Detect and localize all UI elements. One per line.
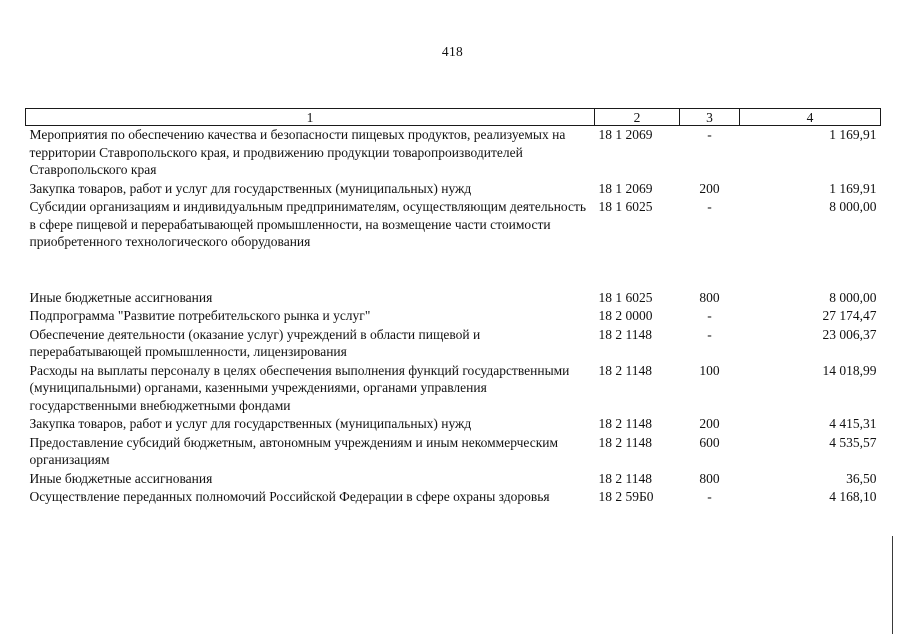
budget-table [25,108,881,507]
table-row [26,180,881,199]
row-name: Осуществление переданных полномочий Российской Федерации в сфере охраны здоровья [29,489,550,504]
table-body [26,126,881,507]
row-spacer [26,252,881,289]
table-row [26,362,881,416]
row-code: 18 2 1148 [598,416,652,431]
row-code: 18 1 6025 [598,289,653,305]
row-code: 18 2 1148 [598,362,652,378]
row-amount: 14 018,99 [822,362,877,378]
row-type: - [707,489,712,504]
row-type: - [707,127,712,142]
header-column-4: 4 [740,109,881,126]
scan-edge-line [892,536,893,634]
row-amount: 1 169,91 [829,180,877,196]
row-type: 600 [699,434,720,450]
row-amount: 1 169,91 [829,127,877,142]
table-row [26,434,881,470]
spacer-cell [26,252,881,289]
table-row [26,198,881,252]
row-name: Иные бюджетные ассигнования [29,470,213,486]
row-name: Обеспечение деятельности (оказание услуг) учреждений в области пищевой и перерабатывающей промышленности, лицензирования [29,326,481,359]
row-code: 18 1 6025 [598,199,653,214]
row-amount: 8 000,00 [829,289,877,305]
row-code: 18 1 2069 [598,127,653,142]
row-name: Иные бюджетные ассигнования [29,289,213,305]
row-amount: 36,50 [846,470,877,486]
row-code: 18 2 1148 [598,326,652,342]
table-row [26,470,881,489]
row-type: 800 [699,289,720,305]
row-name: Подпрограмма "Развитие потребительского рынка и услуг" [29,308,371,323]
row-code: 18 2 0000 [598,308,653,323]
header-column-3: 3 [680,109,740,126]
row-name: Закупка товаров, работ и услуг для государственных (муниципальных) нужд [29,180,472,196]
row-amount: 4 168,10 [829,489,877,504]
row-name: Субсидии организациям и индивидуальным предпринимателям, осуществляющим деятельность в сфере пищевой и перерабатывающей промышленности, на возмещение части стоимости приобретенного технологического оборудования [29,199,587,249]
table-header [26,109,881,126]
row-name: Предоставление субсидий бюджетным, автономным учреждениям и иным некоммерческим организациям [29,434,559,467]
row-type: 100 [699,362,720,378]
table-row [26,488,881,507]
row-type: - [707,326,712,342]
table-row [26,126,881,180]
row-type: 800 [699,470,720,486]
table-row [26,415,881,434]
header-column-2: 2 [595,109,680,126]
budget-table-container [25,108,880,507]
row-code: 18 2 1148 [598,434,652,450]
table-row [26,307,881,326]
row-code: 18 2 1148 [598,470,652,486]
row-type: 200 [699,416,720,431]
row-amount: 27 174,47 [822,308,877,323]
row-code: 18 1 2069 [598,180,653,196]
row-amount: 4 535,57 [829,434,877,450]
row-name: Расходы на выплаты персоналу в целях обеспечения выполнения функций государственными (муниципальными) органами, казенными учреждениями, органами управления государственными внебюджетными фондами [29,362,570,413]
page-number: 418 [441,44,464,59]
row-type: - [707,308,712,323]
row-amount: 4 415,31 [829,416,877,431]
row-type: - [707,199,712,214]
row-type: 200 [699,180,720,196]
row-name: Закупка товаров, работ и услуг для государственных (муниципальных) нужд [29,416,472,431]
row-amount: 8 000,00 [829,199,877,214]
table-row [26,326,881,362]
table-row [26,289,881,308]
row-code: 18 2 59Б0 [598,489,654,504]
row-name: Мероприятия по обеспечению качества и безопасности пищевых продуктов, реализуемых на территории Ставропольского края, и продвижению продукции товаропроизводителей Ставропольского края [29,127,566,177]
header-column-1: 1 [26,109,595,126]
header-row [26,109,881,126]
row-amount: 23 006,37 [822,326,877,342]
